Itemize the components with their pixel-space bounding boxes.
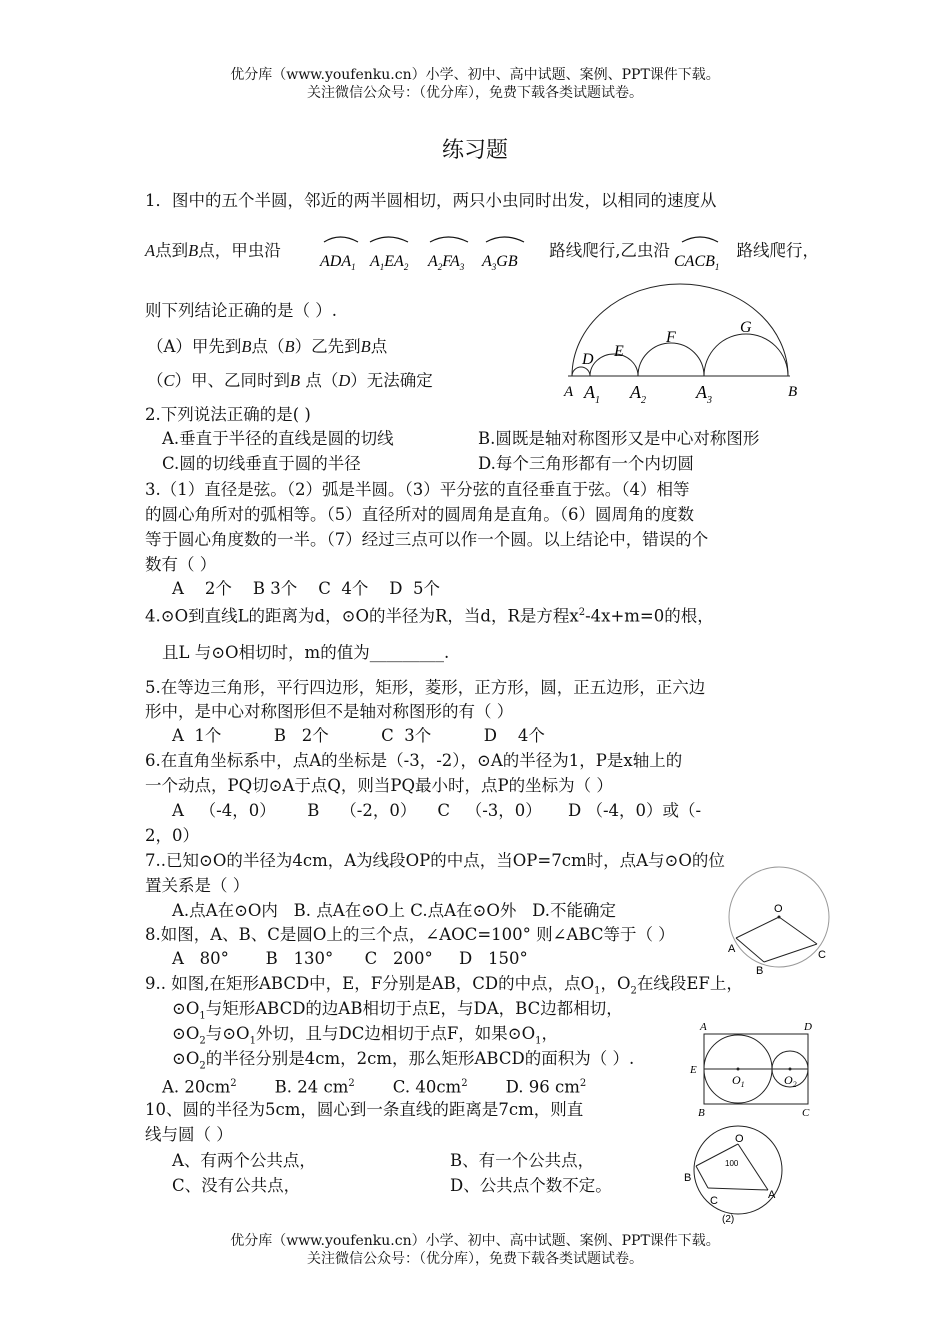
q8-label-c: C <box>818 949 826 961</box>
q7-options: A.点A在⊙O内 B. 点A在⊙O上 C.点A在⊙O外 D.不能确定 <box>172 901 616 920</box>
fig-label-e: E <box>614 343 624 360</box>
route-a3gb: $A_3GB$ <box>482 253 518 272</box>
q9-label-c: C <box>802 1107 810 1119</box>
q6-line-3: A （-4，0） B （-2，0） C （-3，0） D （-4，0）或（- <box>172 801 702 820</box>
q3-options: A 2个 B 3个 C 4个 D 5个 <box>172 579 441 598</box>
page-title: 练习题 <box>441 138 508 163</box>
fig-label-g: G <box>740 319 752 336</box>
q10-option-c: C、没有公共点， <box>172 1176 301 1195</box>
q10-figure-caption: (2) <box>722 1214 735 1225</box>
q8-circle-figure <box>724 862 834 974</box>
q4-line-2: 且L 与⊙O相切时，m的值为_________. <box>162 643 450 662</box>
q2-option-c: C.圆的切线垂直于圆的半径 <box>162 454 361 473</box>
q8-label-o: O <box>774 903 783 915</box>
header-line-1: 优分库（www.youfenku.cn）小学、初中、高中试题、案例、PPT课件下载。 <box>230 67 720 83</box>
fig-label-d: D <box>582 351 594 368</box>
q8-line-1: 8.如图，A、B、C是圆O上的三个点，∠AOC=100° 则∠ABC等于（ ） <box>145 925 675 944</box>
q5-line-2: 形中，是中心对称图形但不是轴对称图形的有（ ） <box>145 702 514 721</box>
q10-option-a: A、有两个公共点， <box>172 1151 316 1170</box>
q3-line-4: 数有（ ） <box>145 555 217 574</box>
q8-label-b: B <box>756 965 764 974</box>
q9-line-3: $⊙O_2$与$⊙O_1$外切，且与DC边相切于点F，如果$⊙O_1$， <box>172 1024 558 1047</box>
q7-line-2: 置关系是（ ） <box>145 876 250 895</box>
header-line-2: 关注微信公众号：（优分库），免费下载各类试题试卷。 <box>307 85 643 101</box>
q9-label-a: A <box>700 1021 707 1033</box>
q2-option-b: B.圆既是轴对称图形又是中心对称图形 <box>478 429 760 448</box>
q2-option-d: D.每个三角形都有一个内切圆 <box>478 454 694 473</box>
q10-line-2: 线与圆（ ） <box>145 1125 233 1144</box>
q5-line-1: 5.在等边三角形，平行四边形，矩形，菱形，正方形，圆，正五边形，正六边 <box>145 678 706 697</box>
q7-line-1: 7..已知⊙O的半径为4cm，A为线段OP的中点，当OP=7cm时，点A与⊙O的位 <box>145 851 725 870</box>
q9-label-o1: $O_1$ <box>732 1073 745 1089</box>
q5-options: A 1个 B 2个 C 3个 D 4个 <box>172 726 545 745</box>
q10-label-b: B <box>684 1172 692 1184</box>
fig-label-a: A <box>564 384 574 400</box>
q6-line-1: 6.在直角坐标系中，点A的坐标是（-3，-2），⊙A的半径为1，P是x轴上的 <box>145 751 683 770</box>
q2-option-a: A.垂直于半径的直线是圆的切线 <box>162 429 394 448</box>
q9-label-o2: $O_2$ <box>784 1073 797 1089</box>
q10-option-d: D、公共点个数不定。 <box>450 1176 612 1195</box>
q1-line-1: 1．图中的五个半圆，邻近的两半圆相切，两只小虫同时出发，以相同的速度从 <box>145 191 717 210</box>
q9-rectangle-figure <box>686 1016 826 1122</box>
q9-line-2: $⊙O_1$与矩形ABCD的边AB相切于点E，与DA，BC边都相切， <box>172 999 623 1022</box>
q4-line-1: 4.⊙O到直线L的距离为d，⊙O的半径为R，当d，R是方程$x^2-4x+m=0$的根， <box>145 606 714 626</box>
q10-label-a: A <box>768 1189 776 1201</box>
q3-line-1: 3.（1）直径是弦。（2）弧是半圆。（3）平分弦的直径垂直于弦。（4）相等 <box>145 480 690 499</box>
route-a1ea2: $A_1EA_2$ <box>370 253 409 272</box>
q10-option-b: B、有一个公共点， <box>450 1151 595 1170</box>
q1-semicircles-figure <box>558 276 808 408</box>
route-a2fa3: $A_2FA_3$ <box>428 253 465 272</box>
route-ada1: $ADA_1$ <box>320 253 356 272</box>
q2-stem: 2.下列说法正确的是( ) <box>145 405 311 424</box>
footer-line-2: 关注微信公众号：（优分库），免费下载各类试题试卷。 <box>307 1251 643 1267</box>
q8-options: A 80° B 130° C 200° D 150° <box>172 949 528 968</box>
q1-options-ab: （A）甲先到B点（B）乙先到B点 <box>147 337 388 356</box>
fig-label-a3: $A_3$ <box>696 382 712 406</box>
q9-label-b: B <box>698 1107 705 1119</box>
q10-circle-figure <box>676 1124 806 1228</box>
q9-label-e: E <box>690 1064 697 1076</box>
q10-label-o: O <box>735 1133 744 1145</box>
q1-route-labels <box>310 228 750 278</box>
fig-label-b: B <box>788 384 798 400</box>
q9-line-4: $⊙O_2$的半径分别是4cm，2cm，那么矩形ABCD的面积为（ ）. <box>172 1049 635 1072</box>
fig-label-a2: $A_2$ <box>630 382 646 406</box>
q3-line-3: 等于圆心角度数的一半。（7）经过三点可以作一个圆。以上结论中，错误的个 <box>145 530 709 549</box>
footer-line-1: 优分库（www.youfenku.cn）小学、初中、高中试题、案例、PPT课件下载。 <box>230 1233 720 1249</box>
fig-label-a1: $A_1$ <box>584 382 600 406</box>
q9-options: A. $20cm^2$ B. 24 $cm^2$ C. $40cm^2$ D. 96 $cm^2$ <box>162 1077 587 1097</box>
q6-line-2: 一个动点，PQ切⊙A于点Q，则当PQ最小时，点P的坐标为（ ） <box>145 776 613 795</box>
q10-line-1: 10、圆的半径为5cm，圆心到一条直线的距离是7cm，则直 <box>145 1100 584 1119</box>
q1-line-2: A点到B点，甲虫沿 路线爬行,乙虫沿 路线爬行， <box>145 241 819 260</box>
route-cacb1: $CACB_1$ <box>674 253 720 272</box>
q10-angle-label: 100 <box>725 1159 739 1168</box>
q10-label-c: C <box>710 1195 718 1207</box>
fig-label-f: F <box>666 329 676 346</box>
q3-line-2: 的圆心角所对的弧相等。（5）直径所对的圆周角是直角。（6）圆周角的度数 <box>145 505 694 524</box>
q9-label-d: D <box>804 1021 812 1033</box>
q8-label-a: A <box>728 943 736 955</box>
q6-line-4: 2，0） <box>145 826 199 845</box>
q1-options-cd: （C）甲、乙同时到B 点（D）无法确定 <box>147 371 433 390</box>
q9-line-1: 9.. 如图,在矩形ABCD中，E，F分别是AB，CD的中点，点$O_1$，$O_2$在线段EF上， <box>145 974 743 997</box>
q1-line-3: 则下列结论正确的是（ ）. <box>145 301 337 320</box>
